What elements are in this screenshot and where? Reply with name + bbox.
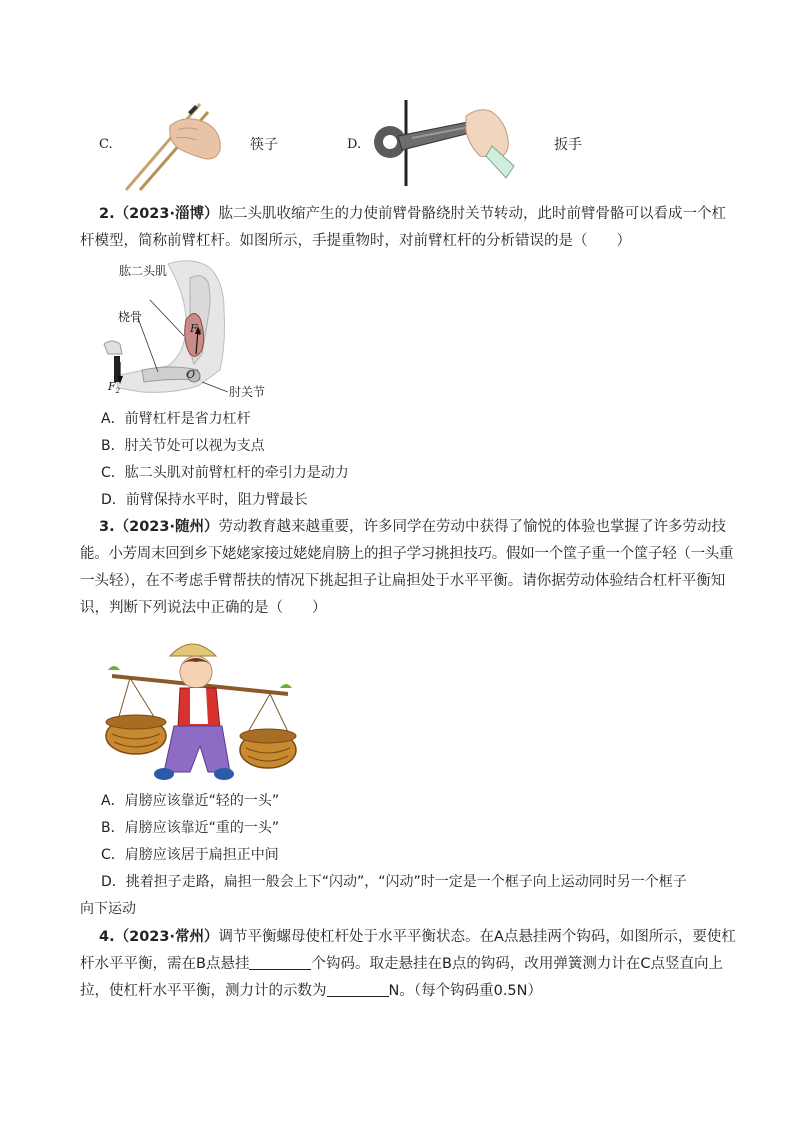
option-d-letter: D. — [347, 137, 362, 152]
q2-option-d[interactable]: D．前臂保持水平时，阻力臂最长 — [101, 492, 308, 508]
q2-source: （2023·淄博） — [114, 206, 219, 222]
q3-option-c[interactable]: C．肩膀应该居于扁担正中间 — [101, 847, 279, 863]
q3-option-a[interactable]: A．肩膀应该靠近“轻的一头” — [101, 793, 280, 809]
q4-source: （2023·常州） — [114, 929, 219, 945]
q3-text-line3: 一头轻），在不考虑手臂帮扶的情况下挑起担子让扁担处于水平平衡。请你据劳动体验结合杠杆平衡知 — [80, 573, 726, 589]
q3-text-line1: 劳动教育越来越重要，许多同学在劳动中获得了愉悦的体验也掌握了许多劳动技 — [218, 519, 726, 535]
label-f2: $F_2$ — [108, 380, 121, 396]
q2-option-b[interactable]: B．肘关节处可以视为支点 — [101, 438, 265, 454]
q3-option-d[interactable]: D．挑着担子走路，扁担一般会上下“闪动”，“闪动”时一定是一个框子向上运动同时另一个框子 — [101, 874, 687, 890]
q4-stem-line1 — [99, 924, 739, 951]
q4-text-line1: 调节平衡螺母使杠杆处于水平平衡状态。在A点悬挂两个钩码，如图所示，要使杠 — [218, 929, 736, 945]
q2-option-c[interactable]: C．肱二头肌对前臂杠杆的牵引力是动力 — [101, 465, 349, 481]
q3-stem-line1 — [99, 514, 739, 541]
label-elbow: 肘关节 — [229, 385, 266, 399]
q4-blank-1[interactable] — [249, 953, 311, 970]
q3-option-b[interactable]: B．肩膀应该靠近“重的一头” — [101, 820, 280, 836]
label-radius: 桡骨 — [118, 310, 143, 324]
q4-line2-part1: 杆水平平衡，需在B点悬挂 — [80, 956, 250, 972]
q2-number: 2. — [99, 206, 115, 222]
label-biceps: 肱二头肌 — [119, 264, 168, 278]
q4-line3-part1: 拉，使杠杆水平平衡，测力计的示数为 — [80, 983, 327, 999]
carrying-pole-figure — [104, 632, 294, 784]
wrench-image — [368, 100, 528, 186]
q4-line3-part2: N。（每个钩码重0.5N） — [388, 983, 543, 999]
label-o: O — [186, 368, 196, 381]
option-d-label: 扳手 — [554, 137, 582, 153]
q4-number: 4. — [99, 929, 115, 945]
q4-blank-2[interactable] — [327, 980, 389, 997]
option-c-label: 筷子 — [250, 137, 278, 153]
q2-text-line2: 杆模型，简称前臂杠杆。如图所示，手提重物时，对前臂杠杆的分析错误的是（ ） — [80, 233, 631, 249]
chopsticks-image — [118, 96, 228, 192]
q3-source: （2023·随州） — [114, 519, 219, 535]
q2-stem-line1 — [99, 201, 739, 228]
q3-number: 3. — [99, 519, 115, 535]
q2-text-line1: 肱二头肌收缩产生的力使前臂骨骼绕肘关节转动，此时前臂骨骼可以看成一个杠 — [218, 206, 726, 222]
q3-text-line4: 识，判断下列说法中正确的是（ ） — [80, 600, 327, 616]
q4-text-line2 — [80, 951, 770, 978]
q3-text-line2: 能。小芳周末回到乡下姥姥家接过姥姥肩膀上的担子学习挑担技巧。假如一个筐子重一个筐子轻（一头重 — [80, 546, 734, 562]
q3-option-d-cont: 向下运动 — [80, 901, 136, 917]
label-f1: $F_1$ — [190, 322, 203, 338]
q4-line2-part2: 个钩码。取走悬挂在B点的钩码，改用弹簧测力计在C点竖直向上 — [311, 956, 724, 972]
q4-text-line3 — [80, 978, 770, 1005]
q2-option-a[interactable]: A．前臂杠杆是省力杠杆 — [101, 411, 251, 427]
option-c-letter: C. — [99, 137, 113, 152]
